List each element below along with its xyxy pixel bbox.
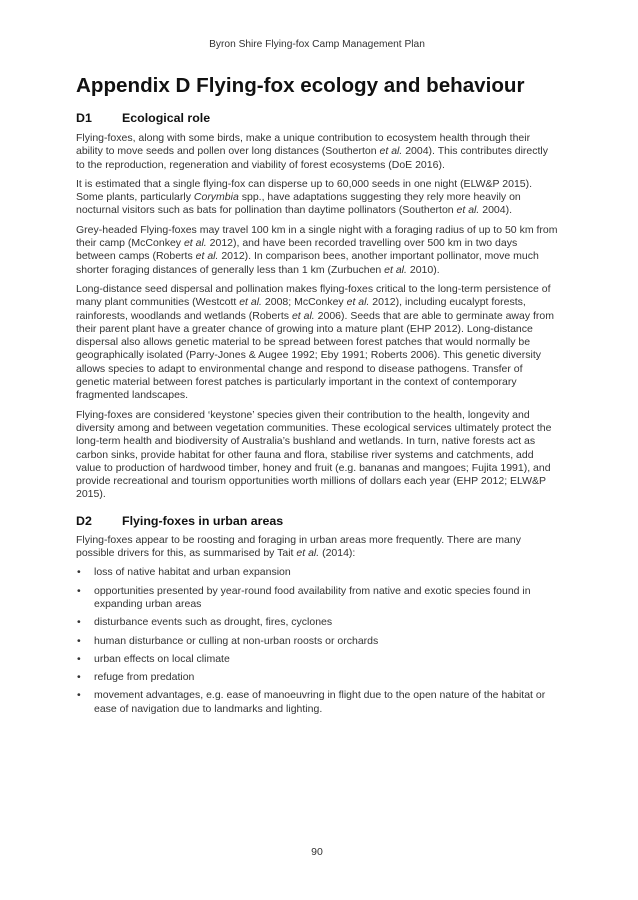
- section-number: D2: [76, 513, 92, 528]
- section-heading-d2: [76, 514, 558, 528]
- section-title: Flying-foxes in urban areas: [122, 513, 284, 528]
- list-item: • refuge from predation: [76, 671, 558, 684]
- section-number: D1: [76, 111, 92, 125]
- section-title: Ecological role: [122, 111, 211, 125]
- list-item: • loss of native habitat and urban expansion: [76, 566, 558, 579]
- list-item: • movement advantages, e.g. ease of manoeuvring in flight due to the open nature of the habitat or ease of navigation due to landmarks and lighting.: [76, 689, 558, 716]
- paragraph-1: Flying-foxes, along with some birds, make a unique contribution to ecosystem health through their ability to move seeds and pollen over long distances (Southerton et al. 2004). This contributes directly to the reproduction, regeneration and viability of forest ecosystems (DoE 2016).: [76, 132, 548, 171]
- section-heading-d1: [76, 111, 558, 125]
- running-header: Byron Shire Flying-fox Camp Management Plan: [209, 39, 425, 50]
- appendix-title: Appendix D Flying-fox ecology and behaviour: [76, 74, 525, 97]
- list-item: • opportunities presented by year-round food availability from native and exotic species found in expanding urban areas: [76, 585, 558, 612]
- list-item: • disturbance events such as drought, fires, cyclones: [76, 616, 558, 629]
- paragraph-d2-intro: Flying-foxes appear to be roosting and foraging in urban areas more frequently. There are many possible drivers for this, as summarised by Tait et al. (2014):: [76, 533, 521, 560]
- paragraph-3: Grey-headed Flying-foxes may travel 100 km in a single night with a foraging radius of up to 50 km from their camp (McConkey et al. 2012), and have been recorded travelling over 500 km in two days between camps (Roberts et al. 2012). In comparison bees, another important pollinator, move much shorter foraging distances of generally less than 1 km (Zurbuchen et al. 2010).: [76, 223, 558, 276]
- driver-list: [76, 566, 558, 716]
- list-item: • human disturbance or culling at non-urban roosts or orchards: [76, 635, 558, 648]
- paragraph-2: It is estimated that a single flying-fox can disperse up to 60,000 seeds in one night (ELW&P 2015). Some plants, particularly Corymbia spp., have adaptations suggesting they rely more heavily on nocturnal visitors such as bats for pollination than daytime pollinators (Southerton et al. 2004).: [76, 177, 533, 217]
- paragraph-5: Flying-foxes are considered ‘keystone’ species given their contribution to the health, longevity and diversity among and between vegetation communities. These ecological services ultimately protect the long-term health and biodiversity of Australia’s bushland and wetlands. In turn, native forests act as carbon sinks, provide habitat for other fauna and flora, stabilise river systems and catchments, add value to production of hardwood timber, honey and fruit (e.g. bananas and mangoes; Fujita 1991), and provide recreational and tourism opportunities worth millions of dollars each year (EHP 2012; ELW&P 2015).: [76, 408, 552, 501]
- page-content: [76, 111, 558, 721]
- page-number: 90: [311, 846, 323, 858]
- list-item: • urban effects on local climate: [76, 653, 558, 666]
- paragraph-4: Long-distance seed dispersal and pollination makes flying-foxes critical to the long-term persistence of many plant communities (Westcott et al. 2008; McConkey et al. 2012), including eucalypt forests, rainforests, woodlands and wetlands (Roberts et al. 2006). Seeds that are able to germinate away from their parent plant have a greater chance of growing into a mature plant (EHP 2012). Long-distance dispersal also allows genetic material to be spread between forest patches that would normally be geographically isolated (Parry-Jones & Augee 1992; Eby 1991; Roberts 2006). This genetic diversity allows species to adapt to environmental change and respond to disease pathogens. Transfer of genetic material between forest patches is particularly important in the context of contemporary fragmented landscapes.: [76, 282, 555, 402]
